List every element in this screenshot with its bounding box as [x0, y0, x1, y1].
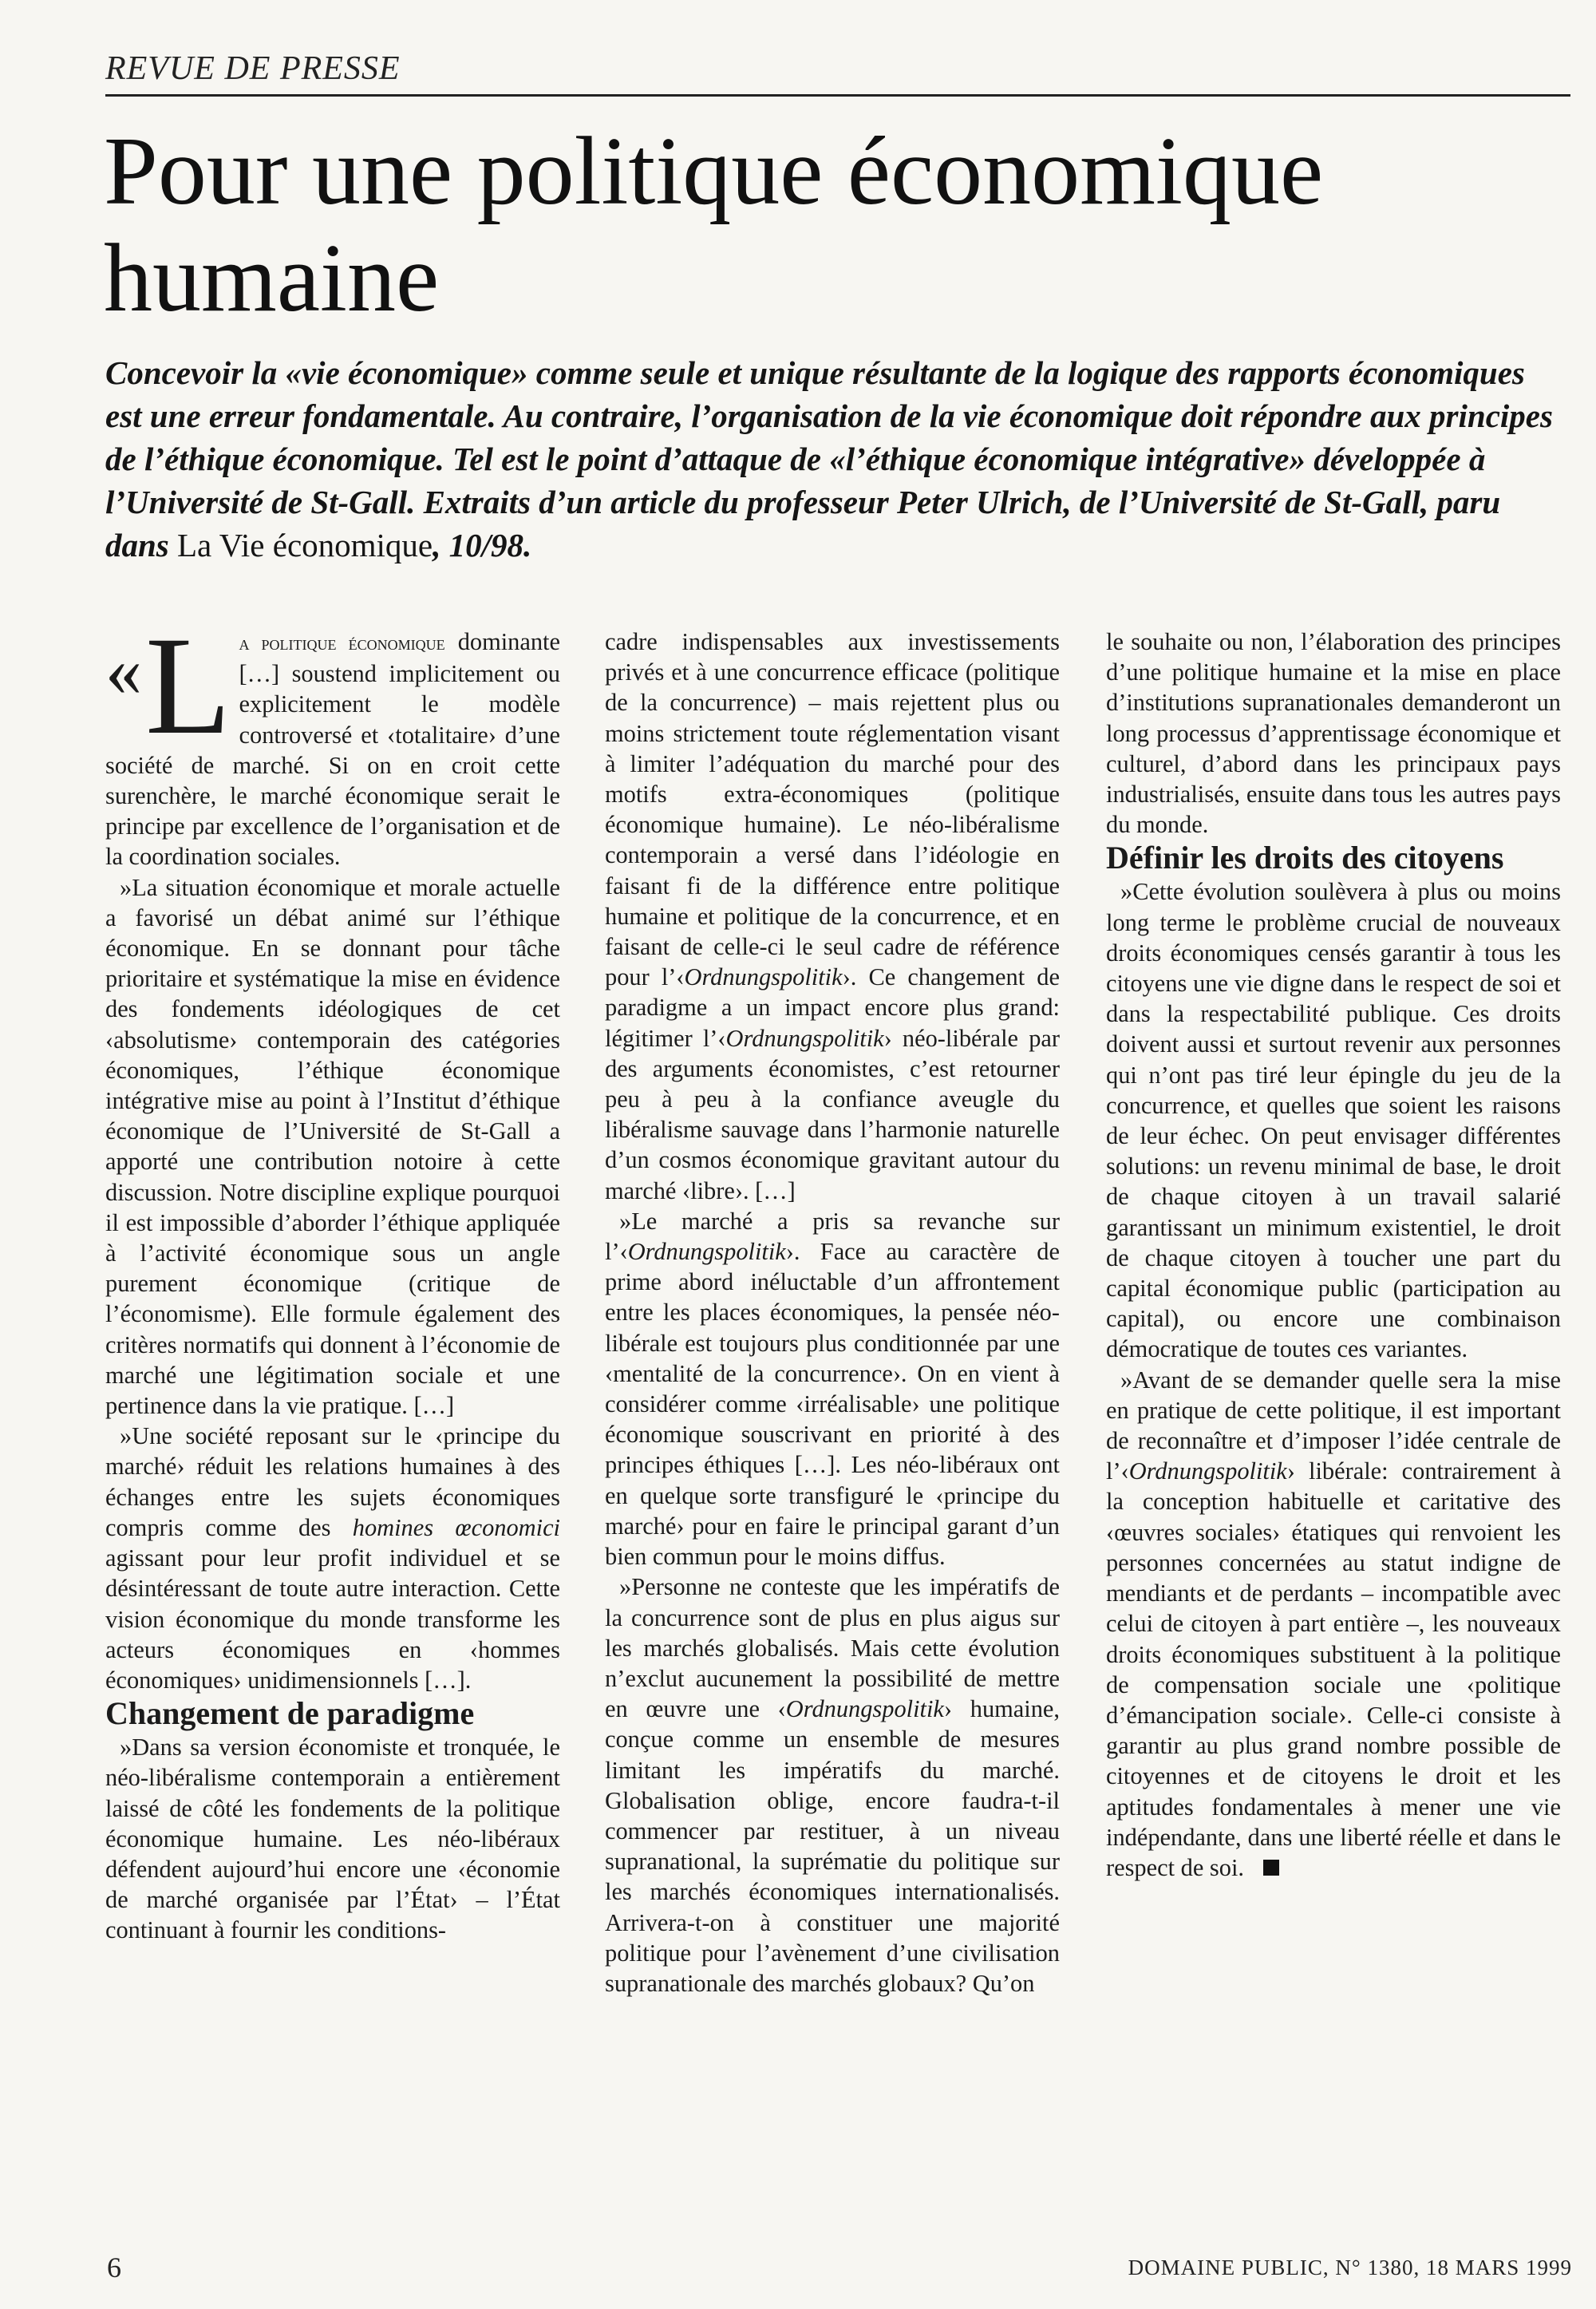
end-of-article-mark — [1263, 1860, 1279, 1876]
paragraph — [1106, 1365, 1561, 1883]
paragraph — [605, 1572, 1060, 1999]
publication-footer: DOMAINE PUBLIC, N° 1380, 18 MARS 1999 — [1128, 2256, 1572, 2279]
paragraph: »Dans sa version économiste et tronquée, le néo-libéralisme contemporain a entièrement laissé de côté les fondements de la politique économique humaine. Les néo-libéraux défendent aujourd’hui encore une ‹économie de marché organisée par l’État› – l’État continuant à fournir les conditions- — [105, 1734, 560, 1944]
paragraph-text: agissant pour leur profit individuel et se désintéressant de toute autre interaction. Cette vision économique du monde transforme les acteurs économiques en ‹hommes économiques› unidimensionnels […]. — [105, 1544, 560, 1694]
paragraph-text: › libérale: contrairement à la conception habituelle et caritative des ‹œuvres sociales› étatiques qui renvoient les personnes concernées au statut indigne de mendiants et de perdants – incompatible avec celui de citoyen à part entière –, les nouveaux droits économiques substituent à la politique de compensation sociale une ‹politique d’émancipation sociale›. Celle-ci consiste à garantir au plus grand nombre possible de citoyennes et de citoyens le droit et les aptitudes fondamentales à mener une vie indépendante, dans une liberté réelle et dans le respect de soi. — [1106, 1457, 1561, 1881]
paragraph — [105, 1421, 560, 1695]
italic-term: Ordnungspolitik — [627, 1238, 786, 1266]
drop-cap: L — [145, 608, 231, 764]
article-column-3 — [1106, 627, 1561, 1883]
paragraph — [605, 1206, 1060, 1572]
italic-term: Ordnungspolitik — [785, 1695, 944, 1723]
paragraph: »Cette évolution soulèvera à plus ou moins long terme le problème crucial de nouveaux droits économiques censés garantir à tous les citoyens une vie digne dans le respect de soi et dans la respectabilité publique. Ces droits doivent aussi et surtout revenir aux personnes qui n’ont pas tiré leur épingle du jeu de la concurrence, et quelles que soient les raisons de leur échec. On peut envisager différentes solutions: un revenu minimal de base, le droit de chaque citoyen à un travail salarié garantissant un minimum existentiel, le droit de chaque citoyen à toucher une part du capital économique public (participation au capital), ou encore une combinaison démocratique de toutes ces variantes. — [1106, 878, 1561, 1363]
page-number: 6 — [107, 2252, 121, 2283]
paragraph: »La situation économique et morale actuelle a favorisé un débat animé sur l’éthique économique. En se donnant pour tâche prioritaire et systématique la mise en évidence des fondements idéologiques de cet ‹absolutisme› contemporain des catégories économiques, l’éthique économique intégrative mise au point à l’Institut d’éthique économique de l’Université de St-Gall a apporté une contribution notoire à cette discussion. Notre discipline explique pourquoi il est impossible d’aborder l’éthique appliquée à l’activité économique sous un angle purement économique (critique de l’économisme). Elle formule également des critères normatifs qui donnent à l’économie de marché une légitimation sociale et une pertinence dans la vie pratique. […] — [105, 873, 560, 1420]
paragraph-text: cadre indispensables aux investissements privés et à une concurrence efficace (politique de la concurrence) – mais rejettent plus ou moins strictement toute réglementation visant à limiter l’adéquation du marché pour des motifs extra-économiques (politique économique humaine). Le néo-libéralisme contemporain a versé dans l’idéologie en faisant fi de la différence entre politique humaine et politique de la concurrence, et en faisant de celle-ci le seul cadre de référence pour l’‹ — [605, 628, 1060, 991]
paragraph-text: ›. Face au caractère de prime abord inéluctable d’un affrontement entre les places économiques, la pensée néo-libérale est toujours plus conditionnée par une ‹mentalité de la concurrence›. On en vient à considérer comme ‹irréalisable› une politique économique souscrivant en priorité à des principes éthiques […]. Les néo-libéraux ont en quelque sorte transfiguré le ‹principe du marché› pour en faire le principal garant d’un bien commun pour le moins diffus. — [605, 1238, 1060, 1571]
paragraph — [105, 608, 560, 872]
paragraph-text: »Personne ne conteste que les impératifs de la concurrence sont de plus en plus aigus sur les marchés globalisés. Mais cette évolution n’exclut aucunement la possibilité de mettre en œuvre une ‹ — [605, 1573, 1060, 1723]
paragraph-text: › néo-libérale par des arguments économistes, c’est retourner peu à peu à la confiance aveugle du libéralisme sauvage dans l’harmonie naturelle d’un cosmos économique gravitant autour du marché ‹libre›. […] — [605, 1024, 1060, 1204]
lead-publication: La Vie économique — [177, 527, 433, 563]
opening-guillemet: « — [105, 630, 142, 711]
paragraph-text: »Une société reposant sur le ‹principe du marché› réduit les relations humaines à des échanges entre les sujets économiques compris comme des — [105, 1422, 560, 1541]
subheading: Changement de paradigme — [105, 1695, 475, 1732]
article-column-1 — [105, 608, 560, 1946]
opening-smallcaps: a politique économique — [239, 631, 445, 654]
lead-issue: , 10/98. — [433, 527, 532, 563]
italic-term: Ordnungspolitik — [684, 963, 843, 991]
paragraph-text: ›. Ce changement de paradigme a un impact encore plus grand: légitimer l’‹ — [605, 963, 1060, 1052]
paragraph — [605, 627, 1060, 1206]
article-column-2 — [605, 627, 1060, 1999]
section-rule — [105, 94, 1570, 97]
paragraph-text: »Avant de se demander quelle sera la mise en pratique de cette politique, il est important de reconnaître et d’imposer l’idée centrale de l’‹ — [1106, 1366, 1561, 1485]
section-label: REVUE DE PRESSE — [105, 50, 401, 87]
paragraph-text: › humaine, conçue comme un ensemble de mesures limitant les impératifs du marché. Globalisation oblige, encore faudra-t-il commencer par restituer, à un niveau supranational, la suprématie du politique sur les marchés économiques internationalisés. Arrivera-t-on à constituer une majorité politique pour l’avènement d’une civilisation supranationale des marchés globaux? Qu’on — [605, 1695, 1060, 1997]
subheading: Définir les droits des citoyens — [1106, 840, 1504, 876]
paragraph: le souhaite ou non, l’élaboration des principes d’une politique humaine et la mise en place d’institutions supranationales demanderont un long processus d’apprentissage économique et culturel, d’abord dans les principaux pays industrialisés, ensuite dans tous les autres pays du monde. — [1106, 628, 1561, 839]
italic-term: homines œconomici — [352, 1513, 560, 1541]
lead-text: Concevoir la «vie économique» comme seule et unique résultante de la logique des rapports économiques est une erreur fondamentale. Au contraire, l’organisation de la vie économique doit répondre aux principes de l’éthique économique. Tel est le point d’attaque de «l’éthique économique intégrative» développée à l’Université de St-Gall. Extraits d’un article du professeur Peter Ulrich, de l’Université de St-Gall, paru dans — [105, 354, 1553, 563]
lead-paragraph — [105, 351, 1558, 567]
italic-term: Ordnungspolitik — [725, 1024, 884, 1052]
paragraph-text: dominante […] soustend implicitement ou explicitement le modèle controversé et ‹totalitaire› d’une société de marché. Si on en croit cette surenchère, le marché économique serait le principe par excellence de l’organisation et de la coordination sociales. — [105, 628, 560, 871]
paragraph-text: »Le marché a pris sa revanche sur l’‹ — [605, 1207, 1060, 1266]
headline: Pour une politique économique humaine — [104, 117, 1324, 332]
italic-term: Ordnungspolitik — [1128, 1457, 1287, 1485]
